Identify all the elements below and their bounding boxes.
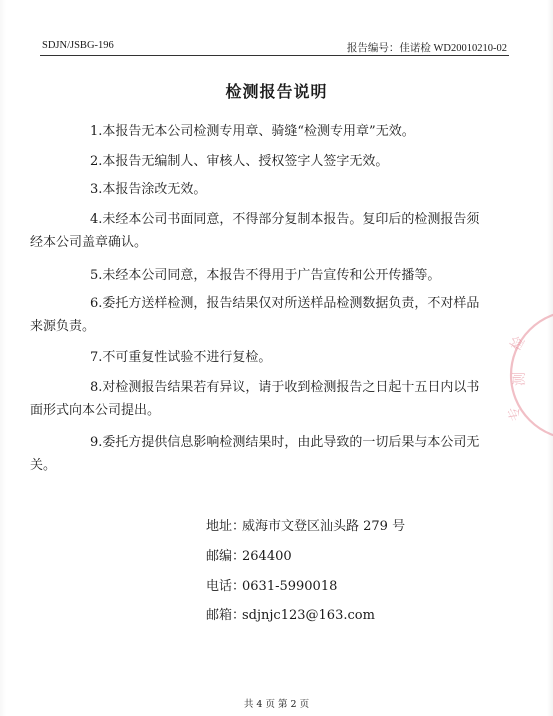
clause-6: 6.委托方送样检测，报告结果仅对所送样品检测数据负责，不对样品来源负责。 (30, 296, 480, 334)
email-value: sdjnjc123@163.com (242, 608, 375, 623)
doc-code: SDJN/JSBG-196 (42, 40, 114, 51)
report-number: 报告编号：佳诺检 WD20010210-02 (346, 43, 507, 54)
phone-row (206, 575, 337, 594)
page-counter: 共 4 页 第 2 页 (243, 699, 310, 710)
phone-value: 0631-5990018 (242, 579, 338, 594)
email-label: 邮箱： (206, 608, 246, 623)
clause-2: 2.本报告无编制人、审核人、授权签字人签字无效。 (90, 154, 389, 169)
svg-text:检: 检 (507, 333, 529, 354)
clause-5: 5.未经本公司同意，本报告不得用于广告宣传和公开传播等。 (90, 268, 441, 283)
address-row (206, 515, 405, 534)
svg-text:专: 专 (505, 403, 526, 424)
address-label: 地址： (206, 519, 246, 534)
clause-3: 3.本报告涂改无效。 (90, 182, 207, 197)
clause-7: 7.不可重复性试验不进行复检。 (90, 350, 272, 365)
page-title: 检测报告说明 (225, 82, 328, 101)
postcode-label: 邮编： (206, 549, 246, 564)
clause-4: 4.未经本公司书面同意，不得部分复制本报告。复印后的检测报告须经本公司盖章确认。 (30, 212, 480, 250)
email-row (206, 604, 375, 623)
phone-label: 电话： (206, 579, 246, 594)
header-rule (40, 55, 509, 56)
clause-8: 8.对检测报告结果若有异议，请于收到检测报告之日起十五日内以书面形式向本公司提出。 (30, 380, 480, 418)
svg-text:测: 测 (512, 372, 528, 386)
clause-1: 1.本报告无本公司检测专用章、骑缝“检测专用章”无效。 (90, 124, 415, 139)
postcode-value: 264400 (242, 549, 292, 564)
clause-9: 9.委托方提供信息影响检测结果时，由此导致的一切后果与本公司无关。 (30, 435, 480, 473)
company-seal-partial (500, 300, 553, 450)
address-value: 威海市文登区汕头路 279 号 (242, 519, 406, 534)
postcode-row (206, 545, 292, 564)
